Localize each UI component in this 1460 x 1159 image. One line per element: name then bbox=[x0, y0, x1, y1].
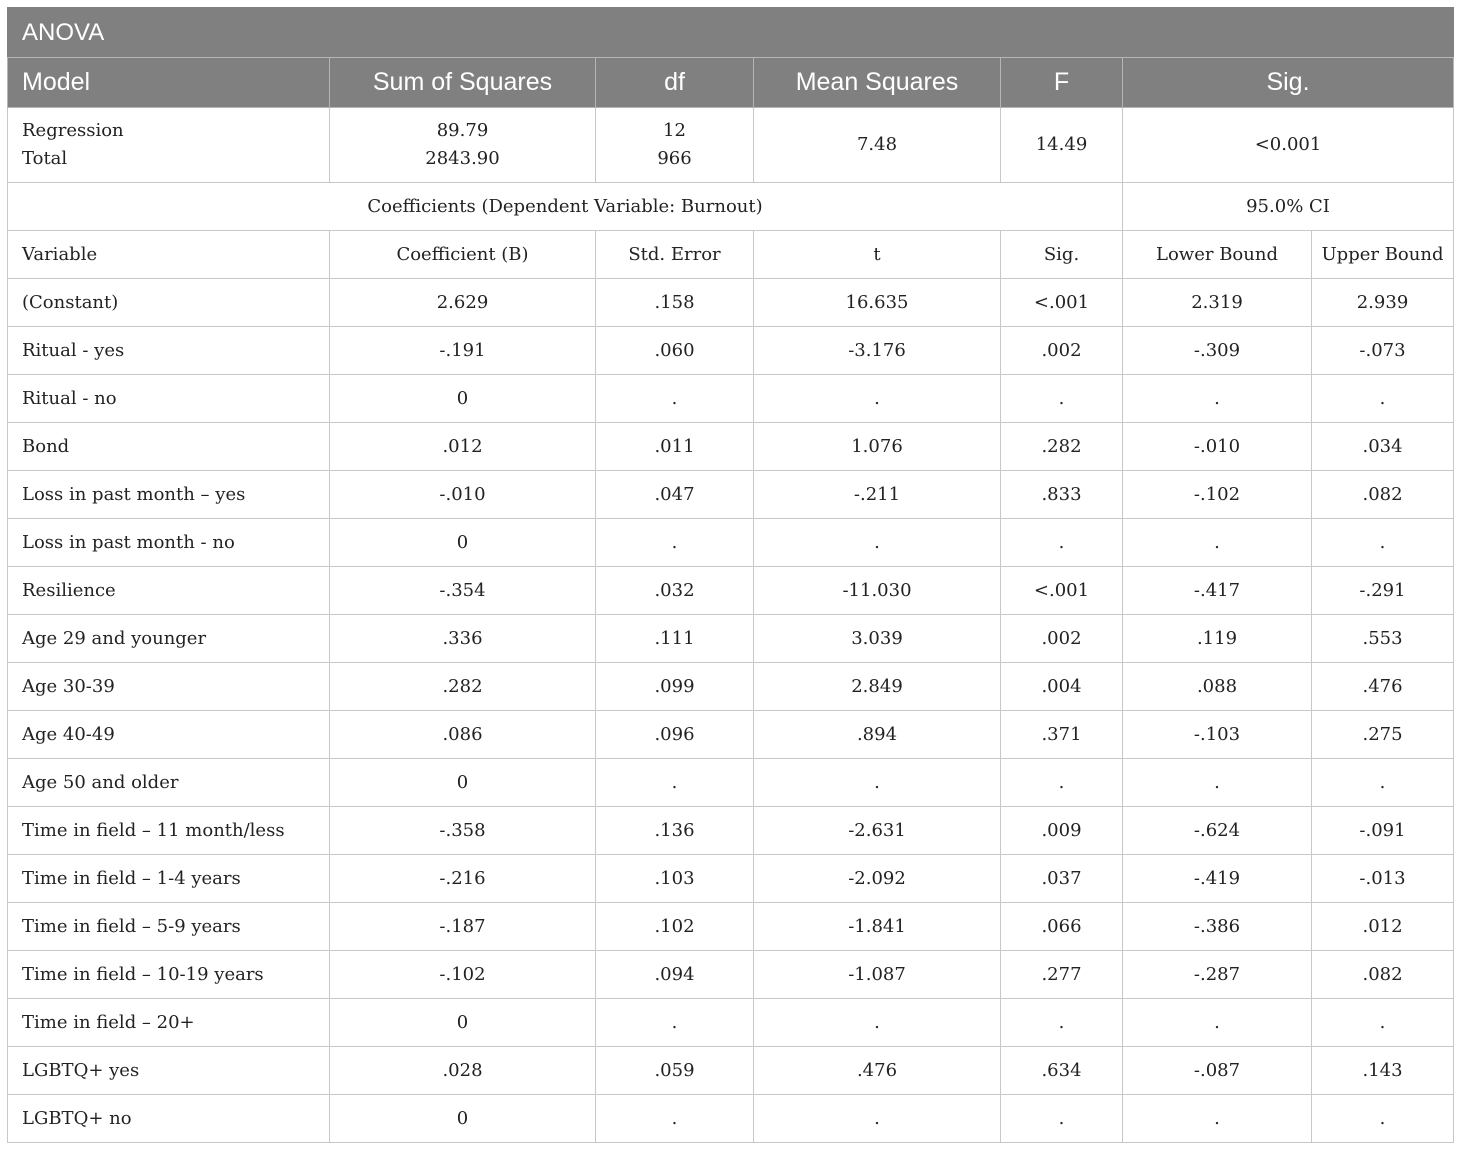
anova-ss-regression: 89.79 bbox=[436, 120, 489, 141]
t-cell: -2.631 bbox=[754, 807, 1001, 855]
coefficient-cell: -.354 bbox=[330, 567, 596, 615]
lower-bound-cell: . bbox=[1123, 759, 1312, 807]
t-cell: . bbox=[754, 519, 1001, 567]
upper-bound-cell: .553 bbox=[1312, 615, 1454, 663]
lower-bound-cell: -.087 bbox=[1123, 1047, 1312, 1095]
variable-cell: LGBTQ+ yes bbox=[8, 1047, 330, 1095]
coefficient-cell: 0 bbox=[330, 519, 596, 567]
table-body bbox=[8, 8, 1454, 1143]
anova-df-total: 966 bbox=[657, 148, 692, 169]
variable-cell: Bond bbox=[8, 423, 330, 471]
sig-cell: . bbox=[1001, 519, 1123, 567]
coefficient-cell: 0 bbox=[330, 1095, 596, 1143]
table-row bbox=[8, 471, 1454, 519]
coefficient-cell: -.102 bbox=[330, 951, 596, 999]
ci-title: 95.0% CI bbox=[1123, 183, 1454, 231]
std-error-cell: .011 bbox=[596, 423, 754, 471]
variable-cell: Time in field – 5-9 years bbox=[8, 903, 330, 951]
upper-bound-cell: -.013 bbox=[1312, 855, 1454, 903]
std-error-cell: .136 bbox=[596, 807, 754, 855]
sig-cell: .002 bbox=[1001, 615, 1123, 663]
t-cell: .894 bbox=[754, 711, 1001, 759]
lower-bound-cell: -.419 bbox=[1123, 855, 1312, 903]
coefficients-title: Coefficients (Dependent Variable: Burnout) bbox=[8, 183, 1123, 231]
std-error-cell: .032 bbox=[596, 567, 754, 615]
anova-model-total: Total bbox=[22, 148, 68, 169]
std-error-cell: .096 bbox=[596, 711, 754, 759]
coefficient-cell: -.358 bbox=[330, 807, 596, 855]
table-row bbox=[8, 567, 1454, 615]
upper-bound-cell: .082 bbox=[1312, 951, 1454, 999]
sig-cell: .037 bbox=[1001, 855, 1123, 903]
std-error-cell: . bbox=[596, 759, 754, 807]
table-title-row bbox=[8, 8, 1454, 58]
variable-cell: Loss in past month – yes bbox=[8, 471, 330, 519]
header-sig: Sig. bbox=[1123, 58, 1454, 108]
coefficient-cell: .086 bbox=[330, 711, 596, 759]
sig-cell: .277 bbox=[1001, 951, 1123, 999]
upper-bound-cell: -.091 bbox=[1312, 807, 1454, 855]
lower-bound-cell: .119 bbox=[1123, 615, 1312, 663]
std-error-cell: . bbox=[596, 1095, 754, 1143]
upper-bound-cell: .143 bbox=[1312, 1047, 1454, 1095]
lower-bound-cell: -.010 bbox=[1123, 423, 1312, 471]
t-cell: 3.039 bbox=[754, 615, 1001, 663]
variable-cell: Time in field – 11 month/less bbox=[8, 807, 330, 855]
sig-cell: .009 bbox=[1001, 807, 1123, 855]
variable-cell: Time in field – 10-19 years bbox=[8, 951, 330, 999]
header-t: t bbox=[754, 231, 1001, 279]
table-row bbox=[8, 1095, 1454, 1143]
upper-bound-cell: . bbox=[1312, 759, 1454, 807]
anova-df-regression: 12 bbox=[663, 120, 686, 141]
sig-cell: .282 bbox=[1001, 423, 1123, 471]
upper-bound-cell: . bbox=[1312, 1095, 1454, 1143]
upper-bound-cell: .476 bbox=[1312, 663, 1454, 711]
sig-cell: . bbox=[1001, 759, 1123, 807]
coefficients-header-row bbox=[8, 231, 1454, 279]
anova-model-cell bbox=[8, 108, 330, 183]
sig-cell: . bbox=[1001, 375, 1123, 423]
header-mean-squares: Mean Squares bbox=[754, 58, 1001, 108]
std-error-cell: . bbox=[596, 519, 754, 567]
t-cell: 1.076 bbox=[754, 423, 1001, 471]
coefficient-cell: 0 bbox=[330, 375, 596, 423]
header-upper-bound: Upper Bound bbox=[1312, 231, 1454, 279]
table-row bbox=[8, 615, 1454, 663]
header-model: Model bbox=[8, 58, 330, 108]
upper-bound-cell: . bbox=[1312, 519, 1454, 567]
anova-coefficients-table bbox=[7, 7, 1454, 1143]
t-cell: 2.849 bbox=[754, 663, 1001, 711]
coefficient-cell: -.216 bbox=[330, 855, 596, 903]
t-cell: .476 bbox=[754, 1047, 1001, 1095]
variable-cell: Age 50 and older bbox=[8, 759, 330, 807]
header-df: df bbox=[596, 58, 754, 108]
table-row bbox=[8, 759, 1454, 807]
sig-cell: . bbox=[1001, 1095, 1123, 1143]
t-cell: -1.841 bbox=[754, 903, 1001, 951]
upper-bound-cell: .012 bbox=[1312, 903, 1454, 951]
header-coefficient: Coefficient (B) bbox=[330, 231, 596, 279]
table-row bbox=[8, 375, 1454, 423]
lower-bound-cell: -.309 bbox=[1123, 327, 1312, 375]
upper-bound-cell: .082 bbox=[1312, 471, 1454, 519]
anova-model-regression: Regression bbox=[22, 120, 124, 141]
coefficient-cell: .336 bbox=[330, 615, 596, 663]
upper-bound-cell: .034 bbox=[1312, 423, 1454, 471]
variable-cell: LGBTQ+ no bbox=[8, 1095, 330, 1143]
table-row bbox=[8, 519, 1454, 567]
table-title: ANOVA bbox=[8, 8, 1454, 58]
anova-data-row bbox=[8, 108, 1454, 183]
t-cell: -11.030 bbox=[754, 567, 1001, 615]
t-cell: . bbox=[754, 759, 1001, 807]
table-row bbox=[8, 807, 1454, 855]
upper-bound-cell: -.073 bbox=[1312, 327, 1454, 375]
t-cell: . bbox=[754, 375, 1001, 423]
std-error-cell: .111 bbox=[596, 615, 754, 663]
variable-cell: Ritual - no bbox=[8, 375, 330, 423]
header-std-error: Std. Error bbox=[596, 231, 754, 279]
variable-cell: Age 40-49 bbox=[8, 711, 330, 759]
std-error-cell: .099 bbox=[596, 663, 754, 711]
t-cell: -3.176 bbox=[754, 327, 1001, 375]
lower-bound-cell: -.103 bbox=[1123, 711, 1312, 759]
coefficient-cell: .282 bbox=[330, 663, 596, 711]
lower-bound-cell: . bbox=[1123, 375, 1312, 423]
lower-bound-cell: . bbox=[1123, 519, 1312, 567]
coefficient-cell: 2.629 bbox=[330, 279, 596, 327]
table-row bbox=[8, 903, 1454, 951]
upper-bound-cell: . bbox=[1312, 999, 1454, 1047]
lower-bound-cell: -.624 bbox=[1123, 807, 1312, 855]
header-lower-bound: Lower Bound bbox=[1123, 231, 1312, 279]
lower-bound-cell: -.386 bbox=[1123, 903, 1312, 951]
anova-table-container bbox=[7, 7, 1453, 1143]
table-row bbox=[8, 327, 1454, 375]
lower-bound-cell: 2.319 bbox=[1123, 279, 1312, 327]
variable-cell: Time in field – 20+ bbox=[8, 999, 330, 1047]
table-row bbox=[8, 999, 1454, 1047]
table-row bbox=[8, 423, 1454, 471]
upper-bound-cell: .275 bbox=[1312, 711, 1454, 759]
sig-cell: . bbox=[1001, 999, 1123, 1047]
sig-cell: .371 bbox=[1001, 711, 1123, 759]
anova-ms-cell: 7.48 bbox=[754, 108, 1001, 183]
variable-cell: Age 29 and younger bbox=[8, 615, 330, 663]
coefficient-cell: 0 bbox=[330, 999, 596, 1047]
sig-cell: <.001 bbox=[1001, 279, 1123, 327]
coefficient-cell: -.187 bbox=[330, 903, 596, 951]
variable-cell: Time in field – 1-4 years bbox=[8, 855, 330, 903]
lower-bound-cell: -.417 bbox=[1123, 567, 1312, 615]
t-cell: . bbox=[754, 1095, 1001, 1143]
std-error-cell: . bbox=[596, 999, 754, 1047]
std-error-cell: .047 bbox=[596, 471, 754, 519]
coefficients-title-row bbox=[8, 183, 1454, 231]
variable-cell: Resilience bbox=[8, 567, 330, 615]
variable-cell: Ritual - yes bbox=[8, 327, 330, 375]
lower-bound-cell: -.287 bbox=[1123, 951, 1312, 999]
table-row bbox=[8, 663, 1454, 711]
t-cell: 16.635 bbox=[754, 279, 1001, 327]
sig-cell: .004 bbox=[1001, 663, 1123, 711]
std-error-cell: .103 bbox=[596, 855, 754, 903]
variable-cell: (Constant) bbox=[8, 279, 330, 327]
t-cell: -.211 bbox=[754, 471, 1001, 519]
variable-cell: Loss in past month - no bbox=[8, 519, 330, 567]
upper-bound-cell: 2.939 bbox=[1312, 279, 1454, 327]
sig-cell: .002 bbox=[1001, 327, 1123, 375]
coefficient-cell: .028 bbox=[330, 1047, 596, 1095]
lower-bound-cell: . bbox=[1123, 999, 1312, 1047]
header-sum-of-squares: Sum of Squares bbox=[330, 58, 596, 108]
header-f: F bbox=[1001, 58, 1123, 108]
table-row bbox=[8, 1047, 1454, 1095]
t-cell: -2.092 bbox=[754, 855, 1001, 903]
std-error-cell: .102 bbox=[596, 903, 754, 951]
std-error-cell: .158 bbox=[596, 279, 754, 327]
table-row bbox=[8, 711, 1454, 759]
header-variable: Variable bbox=[8, 231, 330, 279]
table-row bbox=[8, 855, 1454, 903]
table-row bbox=[8, 279, 1454, 327]
sig-cell: <.001 bbox=[1001, 567, 1123, 615]
upper-bound-cell: -.291 bbox=[1312, 567, 1454, 615]
anova-ss-total: 2843.90 bbox=[425, 148, 500, 169]
coefficient-cell: -.010 bbox=[330, 471, 596, 519]
std-error-cell: .094 bbox=[596, 951, 754, 999]
coefficient-cell: -.191 bbox=[330, 327, 596, 375]
coefficient-cell: 0 bbox=[330, 759, 596, 807]
header-coef-sig: Sig. bbox=[1001, 231, 1123, 279]
std-error-cell: .059 bbox=[596, 1047, 754, 1095]
variable-cell: Age 30-39 bbox=[8, 663, 330, 711]
lower-bound-cell: . bbox=[1123, 1095, 1312, 1143]
anova-header-row bbox=[8, 58, 1454, 108]
sig-cell: .833 bbox=[1001, 471, 1123, 519]
sig-cell: .066 bbox=[1001, 903, 1123, 951]
anova-ss-cell bbox=[330, 108, 596, 183]
anova-f-cell: 14.49 bbox=[1001, 108, 1123, 183]
upper-bound-cell: . bbox=[1312, 375, 1454, 423]
std-error-cell: .060 bbox=[596, 327, 754, 375]
table-row bbox=[8, 951, 1454, 999]
anova-df-cell bbox=[596, 108, 754, 183]
anova-sig-cell: <0.001 bbox=[1123, 108, 1454, 183]
std-error-cell: . bbox=[596, 375, 754, 423]
t-cell: . bbox=[754, 999, 1001, 1047]
coefficient-cell: .012 bbox=[330, 423, 596, 471]
t-cell: -1.087 bbox=[754, 951, 1001, 999]
lower-bound-cell: .088 bbox=[1123, 663, 1312, 711]
lower-bound-cell: -.102 bbox=[1123, 471, 1312, 519]
sig-cell: .634 bbox=[1001, 1047, 1123, 1095]
